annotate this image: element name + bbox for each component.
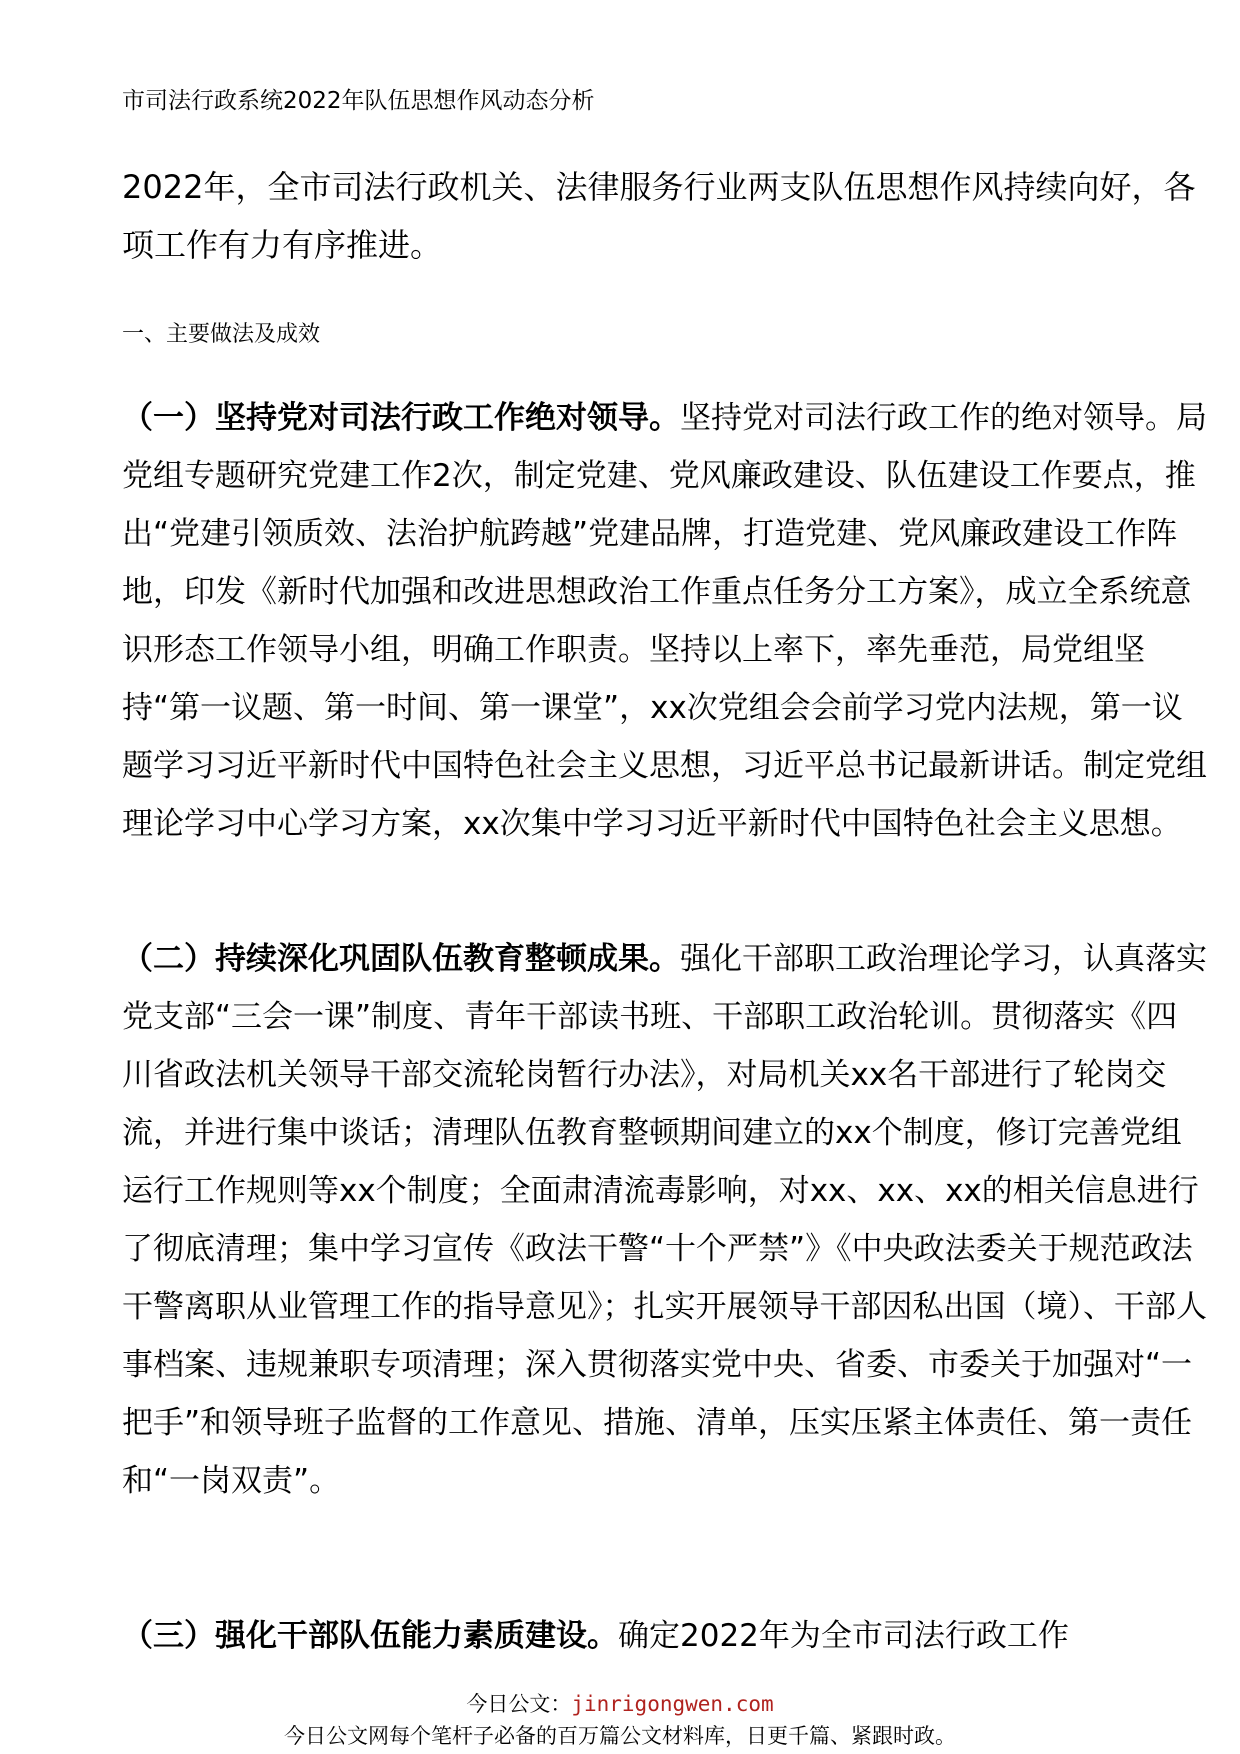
paragraph-2-body: 强化干部职工政治理论学习，认真落实党支部“三会一课”制度、青年干部读书班、干部职工政治轮训。贯彻落实《四川省政法机关领导干部交流轮岗暂行办法》，对局机关xx名干部进行了轮岗交流，并进行集中谈话；清理队伍教育整顿期间建立的xx个制度，修订完善党组运行工作规则等xx个制度；全面肃清流毒影响，对xx、xx、xx的相关信息进行了彻底清理；集中学习宣传《政法干警“十个严禁”》《中央政法委关于规范政法干警离职从业管理工作的指导意见》；扎实开展领导干部因私出国（境）、干部人事档案、违规兼职专项清理；深入贯彻落实党中央、省委、市委关于加强对“一把手”和领导班子监督的工作意见、措施、清单，压实压紧主体责任、第一责任和“一岗双责”。 (122, 941, 1207, 1499)
paragraph-3-lead: （三）强化干部队伍能力素质建设。 (122, 1618, 618, 1654)
footer-slogan: 今日公文网每个笔杆子必备的百万篇公文材料库，日更千篇、紧跟时政。 (284, 1724, 956, 1748)
section-heading: 一、主要做法及成效 (122, 322, 321, 347)
paragraph-1 (122, 389, 1207, 853)
document-title: 市司法行政系统2022年队伍思想作风动态分析 (122, 88, 595, 114)
paragraph-3 (122, 1607, 1207, 1665)
footer-site (0, 1690, 1240, 1718)
footer-site-label: 今日公文： (466, 1692, 572, 1716)
footer-site-url[interactable]: jinrigongwen.com (571, 1692, 774, 1716)
paragraph-3-body: 确定2022年为全市司法行政工作 (618, 1618, 1069, 1654)
paragraph-1-lead: （一）坚持党对司法行政工作绝对领导。 (122, 400, 680, 436)
paragraph-2-lead: （二）持续深化巩固队伍教育整顿成果。 (122, 941, 680, 977)
intro-paragraph: 2022年，全市司法行政机关、法律服务行业两支队伍思想作风持续向好，各项工作有力有序推进。 (122, 168, 1196, 264)
paragraph-1-body: 坚持党对司法行政工作的绝对领导。局党组专题研究党建工作2次，制定党建、党风廉政建设、队伍建设工作要点，推出“党建引领质效、法治护航跨越”党建品牌，打造党建、党风廉政建设工作阵地，印发《新时代加强和改进思想政治工作重点任务分工方案》，成立全系统意识形态工作领导小组，明确工作职责。坚持以上率下，率先垂范，局党组坚持“第一议题、第一时间、第一课堂”，xx次党组会会前学习党内法规，第一议题学习习近平新时代中国特色社会主义思想，习近平总书记最新讲话。制定党组理论学习中心学习方案，xx次集中学习习近平新时代中国特色社会主义思想。 (122, 400, 1207, 842)
paragraph-2 (122, 930, 1207, 1510)
